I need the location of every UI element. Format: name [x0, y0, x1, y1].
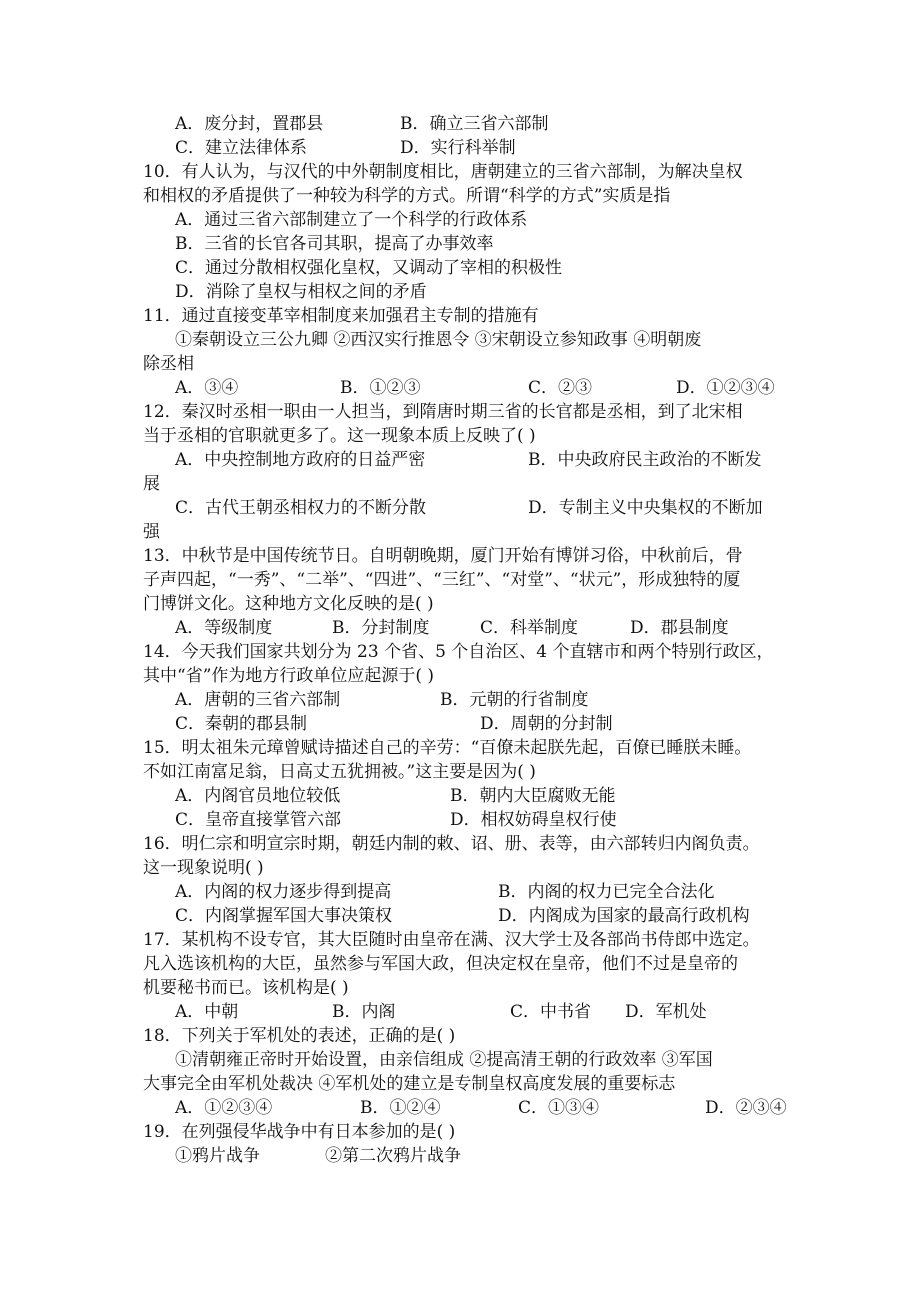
q9-option-c: C．建立法律体系 [175, 138, 308, 158]
q15-option-c: C．皇帝直接掌管六部 [175, 810, 342, 830]
q11-option-c: C．②③ [528, 378, 593, 398]
q15-option-b: B．朝内大臣腐败无能 [450, 786, 616, 806]
q10-option-d: D．消除了皇权与相权之间的矛盾 [175, 282, 427, 302]
q16-stem-line2: 这一现象说明( ) [143, 858, 264, 878]
q14-option-c: C．秦朝的郡县制 [175, 714, 308, 734]
q10-option-a: A．通过三省六部制建立了一个科学的行政体系 [175, 210, 528, 230]
q11-option-b: B．①②③ [340, 378, 421, 398]
q15-option-d: D．相权妨碍皇权行使 [450, 810, 617, 830]
q16-stem-line1: 16．明仁宗和明宣宗时期，朝廷内制的敕、诏、册、表等，由六部转归内阁负责。 [143, 834, 760, 854]
q9-option-a: A．废分封，置郡县 [175, 114, 324, 134]
q18-stem-line1: 18．下列关于军机处的表述，正确的是( ) [143, 1026, 456, 1046]
q16-option-d: D．内阁成为国家的最高行政机构 [498, 906, 750, 926]
q17-option-d: D．军机处 [625, 1002, 707, 1022]
q9-option-b: B．确立三省六部制 [400, 114, 549, 134]
q16-option-a: A．内阁的权力逐步得到提高 [175, 882, 392, 902]
q17-option-b: B．内阁 [332, 1002, 396, 1022]
q13-option-b: B．分封制度 [332, 618, 430, 638]
q11-stem-line3: 除丞相 [143, 354, 194, 374]
q13-option-c: C．科举制度 [480, 618, 579, 638]
q11-option-a: A．③④ [175, 378, 239, 398]
q12-option-a: A．中央控制地方政府的日益严密 [175, 450, 426, 470]
q15-option-a: A．内阁官员地位较低 [175, 786, 341, 806]
q15-stem-line2: 不如江南富足翁，日高丈五犹拥被。”这主要是因为( ) [143, 762, 536, 782]
q12-stem-line2: 当于丞相的官职就更多了。这一现象本质上反映了( ) [143, 426, 536, 446]
q15-stem-line1: 15．明太祖朱元璋曾赋诗描述自己的辛劳：“百僚未起朕先起，百僚已睡朕未睡。 [143, 738, 752, 758]
q13-option-d: D．郡县制度 [630, 618, 729, 638]
q13-stem-line3: 门博饼文化。这种地方文化反映的是( ) [143, 594, 434, 614]
q17-stem-line1: 17．某机构不设专官，其大臣随时由皇帝在满、汉大学士及各部尚书侍郎中选定。 [143, 930, 760, 950]
q12-option-d-wrap: 强 [143, 522, 160, 542]
q18-option-d: D．②③④ [705, 1098, 787, 1118]
q13-stem-line1: 13．中秋节是中国传统节日。自明朝晚期，厦门开始有博饼习俗，中秋前后，骨 [143, 546, 743, 566]
q18-option-a: A．①②③④ [175, 1098, 273, 1118]
q17-stem-line3: 机要秘书而已。该机构是( ) [143, 978, 349, 998]
q13-stem-line2: 子声四起，“一秀”、“二举”、“四进”、“三红”、“对堂”、“状元”，形成独特的厦 [143, 570, 741, 590]
q19-item-1: ①鸦片战争 [175, 1146, 260, 1166]
q10-stem-line2: 和相权的矛盾提供了一种较为科学的方式。所谓“科学的方式”实质是指 [143, 186, 671, 206]
q18-stem-line2: ①清朝雍正帝时开始设置，由亲信组成 ②提高清王朝的行政效率 ③军国 [175, 1050, 713, 1070]
q13-option-a: A．等级制度 [175, 618, 273, 638]
q14-option-d: D．周朝的分封制 [480, 714, 613, 734]
q19-item-2: ②第二次鸦片战争 [325, 1146, 461, 1166]
q14-option-b: B．元朝的行省制度 [440, 690, 589, 710]
q19-stem-line1: 19．在列强侵华战争中有日本参加的是( ) [143, 1122, 456, 1142]
q18-option-c: C．①③④ [518, 1098, 600, 1118]
q11-option-d: D．①②③④ [676, 378, 775, 398]
q14-stem-line2: 其中“省”作为地方行政单位应起源于( ) [143, 666, 435, 686]
q17-option-a: A．中朝 [175, 1002, 239, 1022]
q12-option-b: B．中央政府民主政治的不断发 [528, 450, 762, 470]
q10-stem-line1: 10．有人认为，与汉代的中外朝制度相比，唐朝建立的三省六部制，为解决皇权 [143, 162, 743, 182]
q18-stem-line3: 大事完全由军机处裁决 ④军机处的建立是专制皇权高度发展的重要标志 [143, 1074, 676, 1094]
q12-option-b-wrap: 展 [143, 474, 160, 494]
q17-stem-line2: 凡入选该机构的大臣，虽然参与军国大政，但决定权在皇帝，他们不过是皇帝的 [143, 954, 738, 974]
q16-option-b: B．内阁的权力已完全合法化 [498, 882, 715, 902]
q18-option-b: B．①②④ [360, 1098, 441, 1118]
q11-stem-line2: ①秦朝设立三公九卿 ②西汉实行推恩令 ③宋朝设立参知政事 ④明朝废 [175, 330, 702, 350]
q16-option-c: C．内阁掌握军国大事决策权 [175, 906, 393, 926]
q10-option-c: C．通过分散相权强化皇权，又调动了宰相的积极性 [175, 258, 563, 278]
q11-stem-line1: 11．通过直接变革宰相制度来加强君主专制的措施有 [143, 306, 539, 326]
q14-option-a: A．唐朝的三省六部制 [175, 690, 341, 710]
q12-option-c: C．古代王朝丞相权力的不断分散 [175, 498, 427, 518]
q14-stem-line1: 14．今天我们国家共划分为 23 个省、5 个自治区、4 个直辖市和两个特别行政区， [143, 642, 774, 662]
q12-option-d: D．专制主义中央集权的不断加 [528, 498, 763, 518]
q12-stem-line1: 12．秦汉时丞相一职由一人担当，到隋唐时期三省的长官都是丞相，到了北宋相 [143, 402, 743, 422]
q10-option-b: B．三省的长官各司其职，提高了办事效率 [175, 234, 494, 254]
q9-option-d: D．实行科举制 [400, 138, 516, 158]
q17-option-c: C．中书省 [510, 1002, 592, 1022]
